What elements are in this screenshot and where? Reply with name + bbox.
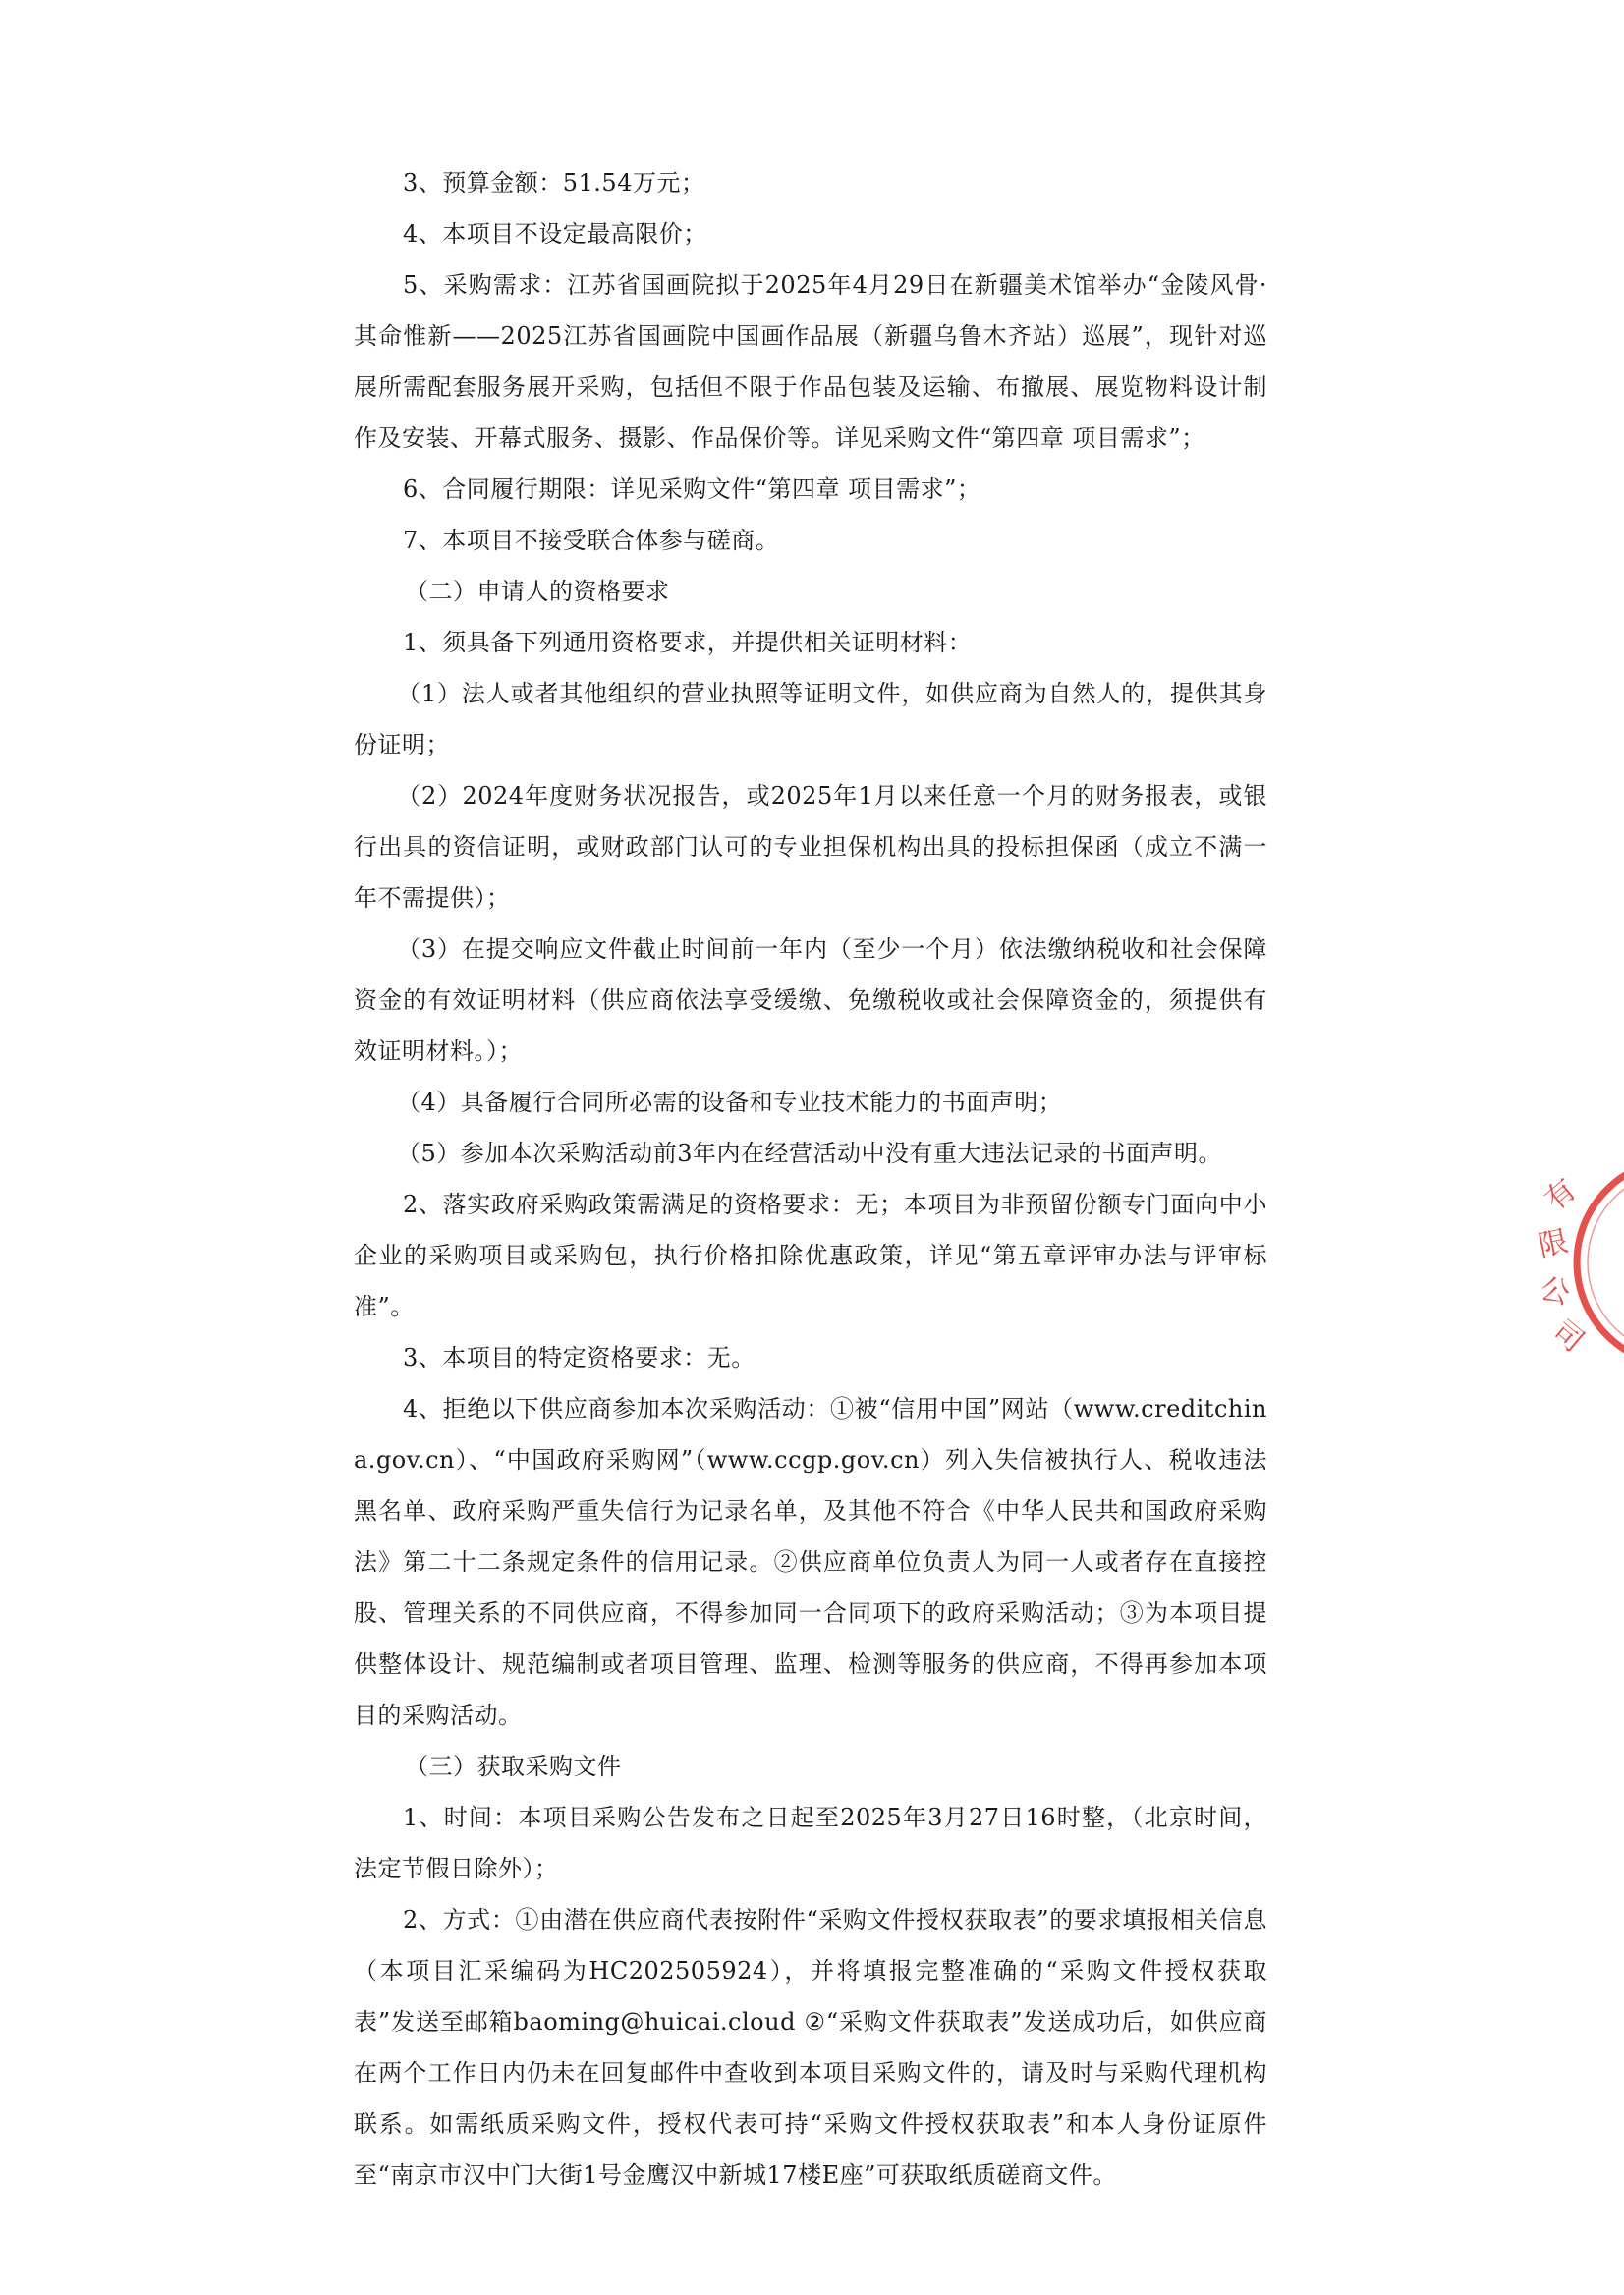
paragraph-no-consortium: 7、本项目不接受联合体参与磋商。 [403,527,780,554]
paragraph-sub-2: （2）2024年度财务状况报告，或2025年1月以来任意一个月的财务报表，或银行出具的资信证明，或财政部门认可的专业担保机构出具的投标担保函（成立不满一年不需提供）； [354,782,1267,912]
section-heading-qualifications: （二）申请人的资格要求 [405,578,670,605]
section-heading-obtain-documents: （三）获取采购文件 [405,1753,622,1780]
seal-char-3: 公 [1537,1271,1574,1313]
paragraph-no-max-price: 4、本项目不设定最高限价； [403,220,707,248]
paragraph-rejected-suppliers: 4、拒绝以下供应商参加本次采购活动：①被“信用中国”网站（www.creditchina.gov.cn）、“中国政府采购网”（www.ccgp.gov.cn）列入失信被执行人、税收违法黑名单、政府采购严重失信行为记录名单，及其他不符合《中华人民共和国政府采购法》第二十二条规定条件的信用记录。②供应商单位负责人为同一人或者存在直接控股、管理关系的不同供应商，不得参加同一合同项下的政府采购活动；③为本项目提供整体设计、规范编制或者项目管理、监理、检测等服务的供应商，不得再参加本项目的采购活动。 [354,1395,1267,1729]
paragraph-general-qualifications: 1、须具备下列通用资格要求，并提供相关证明材料： [403,629,973,656]
paragraph-requirements: 5、采购需求：江苏省国画院拟于2025年4月29日在新疆美术馆举办“金陵风骨·其命惟新——2025江苏省国画院中国画作品展（新疆乌鲁木齐站）巡展”，现针对巡展所需配套服务展开采购，包括但不限于作品包装及运输、布撤展、展览物料设计制作及安装、开幕式服务、摄影、作品保价等。详见采购文件“第四章 项目需求”； [354,271,1267,452]
paragraph-specific-requirements: 3、本项目的特定资格要求：无。 [403,1344,756,1371]
paragraph-sub-3: （3）在提交响应文件截止时间前一年内（至少一个月）依法缴纳税收和社会保障资金的有效证明材料（供应商依法享受缓缴、免缴税收或社会保障资金的，须提供有效证明材料。）； [354,935,1267,1065]
document-body [354,157,1267,2201]
paragraph-policy-requirements: 2、落实政府采购政策需满足的资格要求：无；本项目为非预留份额专门面向中小企业的采购项目或采购包，执行价格扣除优惠政策，详见“第五章评审办法与评审标准”。 [354,1191,1267,1320]
paragraph-contract-period: 6、合同履行期限：详见采购文件“第四章 项目需求”； [403,476,981,503]
paragraph-sub-5: （5）参加本次采购活动前3年内在经营活动中没有重大违法记录的书面声明。 [397,1140,1223,1167]
paragraph-budget: 3、预算金额：51.54万元； [403,169,705,196]
paragraph-sub-4: （4）具备履行合同所必需的设备和专业技术能力的书面声明； [397,1089,1063,1116]
seal-char-2: 限 [1535,1224,1572,1264]
paragraph-time: 1、时间：本项目采购公告发布之日起至2025年3月27日16时整，（北京时间，法定节假日除外）； [354,1804,1267,1882]
paragraph-method: 2、方式：①由潜在供应商代表按附件“采购文件授权获取表”的要求填报相关信息（本项目汇采编码为HC202505924），并将填报完整准确的“采购文件授权获取表”发送至邮箱baoming@huicai.cloud ②“采购文件获取表”发送成功后，如供应商在两个工作日内仍未在回复邮件中查收到本项目采购文件的，请及时与采购代理机构联系。如需纸质采购文件，授权代表可持“采购文件授权获取表”和本人身份证原件至“南京市汉中门大街1号金鹰汉中新城17楼E座”可获取纸质磋商文件。 [354,1906,1267,2189]
seal-char-1: 有 [1538,1172,1584,1218]
company-seal-stamp [1533,1149,1624,1375]
seal-char-4: 司 [1545,1314,1591,1360]
paragraph-sub-1: （1）法人或者其他组织的营业执照等证明文件，如供应商为自然人的，提供其身份证明； [354,680,1267,758]
